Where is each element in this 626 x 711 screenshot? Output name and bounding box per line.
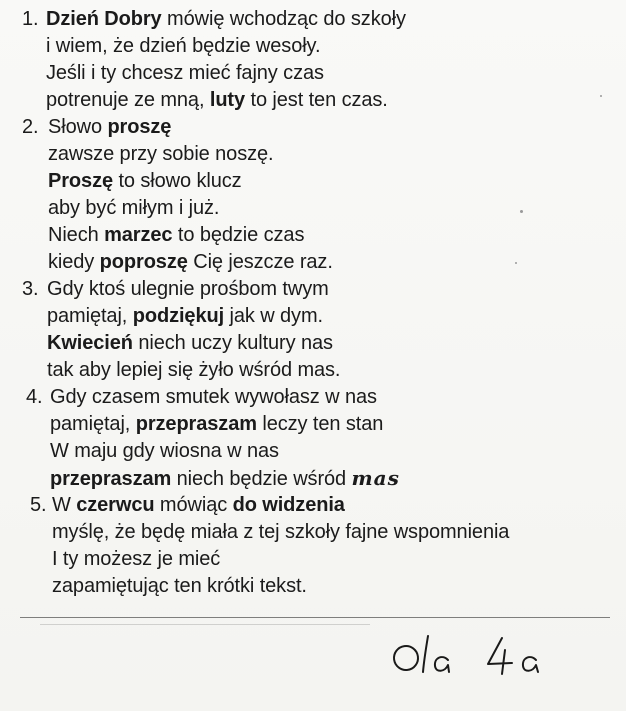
handwritten-signature <box>384 630 584 682</box>
text-segment: i wiem, że dzień będzie wesoły. <box>46 35 321 57</box>
poem-line <box>0 6 620 33</box>
poem-line <box>0 465 620 492</box>
bold-word: Kwiecień <box>47 332 133 354</box>
poem <box>0 6 620 600</box>
line-text <box>46 87 388 114</box>
text-segment: kiedy <box>48 251 100 273</box>
line-text <box>48 195 219 222</box>
handwritten-word: mas <box>351 466 400 490</box>
bold-word: podziękuj <box>132 305 225 327</box>
bold-word: przepraszam <box>50 468 172 490</box>
line-text <box>46 6 406 33</box>
bold-word: luty <box>209 89 246 111</box>
line-text <box>50 465 400 493</box>
line-text <box>52 492 345 519</box>
poem-line <box>0 276 620 303</box>
stanza-number: 2. <box>22 116 39 138</box>
bold-word: Proszę <box>48 170 113 192</box>
text-segment: Słowo <box>48 116 108 138</box>
poem-line <box>0 438 620 465</box>
text-segment: Gdy czasem smutek wywołasz w nas <box>50 386 377 408</box>
text-segment: Gdy ktoś ulegnie prośbom twym <box>47 278 329 300</box>
poem-line <box>0 33 620 60</box>
text-segment: pamiętaj, <box>50 413 136 435</box>
scan-speck <box>520 210 523 213</box>
text-segment: to będzie czas <box>172 224 305 246</box>
line-text <box>50 438 279 465</box>
stanza-1 <box>0 6 620 114</box>
poem-line <box>0 141 620 168</box>
text-segment: potrenuje ze mną, <box>46 89 210 111</box>
stanza-number: 5. <box>30 494 47 516</box>
line-text <box>47 303 323 330</box>
line-text <box>48 141 273 168</box>
line-text <box>50 384 377 411</box>
bold-word: poproszę <box>99 251 188 273</box>
text-segment: niech będzie wśród <box>171 468 352 490</box>
stanza-number: 1. <box>22 8 39 30</box>
bold-word: czerwcu <box>76 494 155 516</box>
poem-line <box>0 492 620 519</box>
bold-word: Dzień Dobry <box>46 8 162 30</box>
bold-word: proszę <box>107 116 172 138</box>
text-segment: leczy ten stan <box>256 413 384 435</box>
text-segment: W maju gdy wiosna w nas <box>50 440 279 462</box>
text-segment: jak w dym. <box>224 305 323 327</box>
line-text <box>47 276 329 303</box>
poem-line <box>0 195 620 222</box>
poem-line <box>0 87 620 114</box>
stanza-3 <box>0 276 620 384</box>
poem-line <box>0 573 620 600</box>
text-segment: mówiąc <box>154 494 233 516</box>
poem-line <box>0 249 620 276</box>
text-segment: myślę, że będę miała z tej szkoły fajne wspomnienia <box>52 521 510 543</box>
text-segment: Cię jeszcze raz. <box>187 251 333 273</box>
text-segment: pamiętaj, <box>47 305 133 327</box>
poem-line <box>0 330 620 357</box>
separator-line <box>20 617 610 618</box>
scan-speck <box>600 95 602 97</box>
text-segment: Jeśli i ty chcesz mieć fajny czas <box>46 62 324 84</box>
poem-line <box>0 114 620 141</box>
separator-line-faint <box>40 624 370 625</box>
poem-line <box>0 546 620 573</box>
line-text <box>48 249 333 276</box>
poem-line <box>0 384 620 411</box>
poem-line <box>0 411 620 438</box>
stanza-number: 3. <box>22 278 39 300</box>
line-text <box>52 546 220 573</box>
bold-word: marzec <box>104 224 173 246</box>
poem-line <box>0 168 620 195</box>
text-segment: I ty możesz je mieć <box>52 548 221 570</box>
stanza-2 <box>0 114 620 276</box>
text-segment: zapamiętując ten krótki tekst. <box>52 575 307 597</box>
line-text <box>46 33 320 60</box>
text-segment: tak aby lepiej się żyło wśród mas. <box>47 359 341 381</box>
line-text <box>47 357 340 384</box>
text-segment: Niech <box>48 224 105 246</box>
bold-word: przepraszam <box>135 413 257 435</box>
stanza-number: 4. <box>26 386 43 408</box>
scan-speck <box>515 262 517 264</box>
text-segment: W <box>52 494 77 516</box>
poem-line <box>0 303 620 330</box>
text-segment: to słowo klucz <box>113 170 242 192</box>
text-segment: aby być miłym i już. <box>48 197 220 219</box>
line-text <box>48 222 304 249</box>
line-text <box>50 411 383 438</box>
line-text <box>46 60 324 87</box>
text-segment: niech uczy kultury nas <box>132 332 333 354</box>
stanza-5 <box>0 492 620 600</box>
line-text <box>48 114 171 141</box>
poem-line <box>0 60 620 87</box>
text-segment: to jest ten czas. <box>245 89 388 111</box>
bold-word: do widzenia <box>232 494 345 516</box>
line-text <box>52 573 307 600</box>
line-text <box>52 519 509 546</box>
poem-line <box>0 222 620 249</box>
text-segment: zawsze przy sobie noszę. <box>48 143 274 165</box>
stanza-4 <box>0 384 620 492</box>
line-text <box>48 168 242 195</box>
poem-line <box>0 519 620 546</box>
text-segment: mówię wchodząc do szkoły <box>161 8 406 30</box>
poem-line <box>0 357 620 384</box>
line-text <box>47 330 333 357</box>
